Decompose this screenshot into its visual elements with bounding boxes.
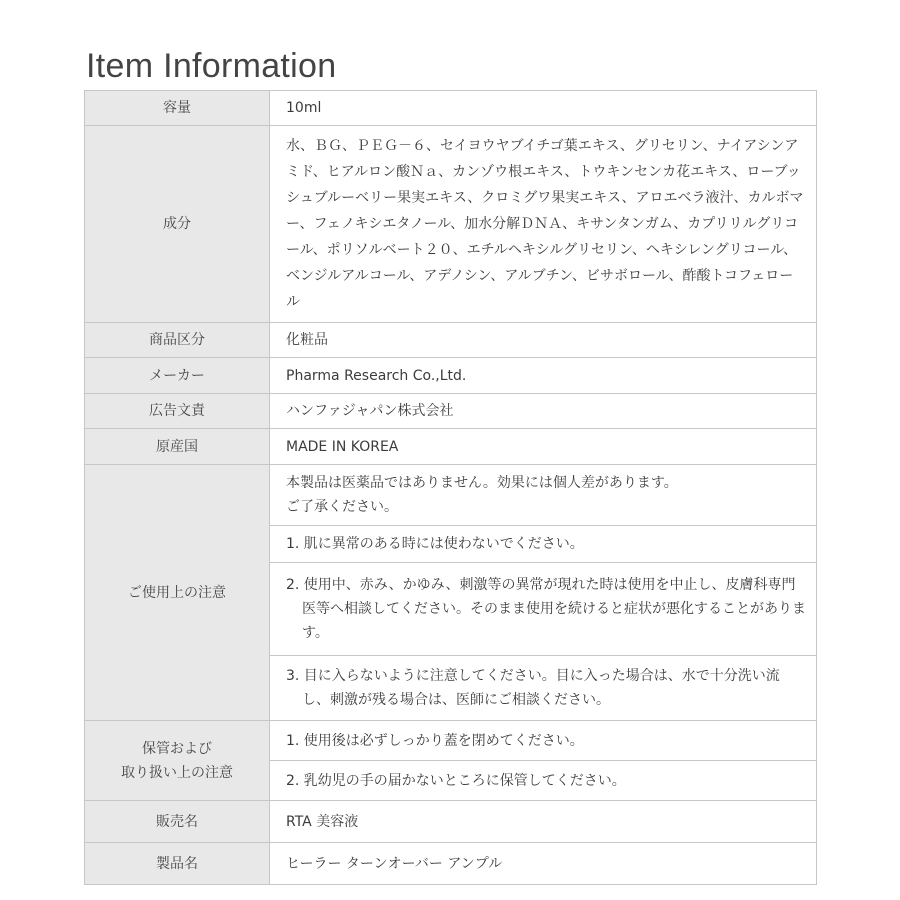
row-sales-name — [85, 801, 817, 843]
label-ingredients: 成分 — [85, 126, 270, 323]
label-maker: メーカー — [85, 358, 270, 394]
caution-item: 1. 肌に異常のある時には使わないでください。 — [270, 526, 817, 563]
label-product-name: 製品名 — [85, 843, 270, 885]
label-advertiser: 広告文責 — [85, 394, 270, 429]
value-sales-name: RTA 美容液 — [270, 801, 817, 843]
label-storage: 保管および 取り扱い上の注意 — [85, 721, 270, 801]
item-info-table — [84, 90, 817, 885]
value-maker: Pharma Research Co.,Ltd. — [270, 358, 817, 394]
storage-item: 1. 使用後は必ずしっかり蓋を閉めてください。 — [270, 721, 817, 761]
label-category: 商品区分 — [85, 323, 270, 358]
row-capacity — [85, 91, 817, 126]
label-origin: 原産国 — [85, 429, 270, 465]
row-storage-1 — [85, 721, 817, 761]
row-category — [85, 323, 817, 358]
row-maker — [85, 358, 817, 394]
value-origin: MADE IN KOREA — [270, 429, 817, 465]
label-sales-name: 販売名 — [85, 801, 270, 843]
storage-item: 2. 乳幼児の手の届かないところに保管してください。 — [270, 761, 817, 801]
value-category: 化粧品 — [270, 323, 817, 358]
row-product-name — [85, 843, 817, 885]
value-ingredients: 水、ＢＧ、ＰＥＧ－６、セイヨウヤブイチゴ葉エキス、グリセリン、ナイアシンアミド、ヒアルロン酸Ｎａ、カンゾウ根エキス、トウキンセンカ花エキス、ローブッシュブルーベリー果実エキス、クロミグワ果実エキス、アロエベラ液汁、カルボマー、フェノキシエタノール、加水分解ＤＮＡ、キサンタンガム、カプリリルグリコール、ポリソルベート２０、エチルヘキシルグリセリン、ヘキシレングリコール、ベンジルアルコール、アデノシン、アルブチン、ビサボロール、酢酸トコフェロール — [270, 126, 817, 323]
page-title: Item Information — [86, 47, 337, 85]
caution-item: 3. 目に入らないように注意してください。目に入った場合は、水で十分洗い流し、刺激が残る場合は、医師にご相談ください。 — [270, 656, 817, 721]
row-ingredients — [85, 126, 817, 323]
value-capacity: 10ml — [270, 91, 817, 126]
label-capacity: 容量 — [85, 91, 270, 126]
caution-item: 本製品は医薬品ではありません。効果には個人差があります。 ご了承ください。 — [270, 465, 817, 526]
row-origin — [85, 429, 817, 465]
value-product-name: ヒーラー ターンオーバー アンプル — [270, 843, 817, 885]
caution-item: 2. 使用中、赤み、かゆみ、刺激等の異常が現れた時は使用を中止し、皮膚科専門医等へ相談してください。そのまま使用を続けると症状が悪化することがあります。 — [270, 563, 817, 656]
value-advertiser: ハンファジャパン株式会社 — [270, 394, 817, 429]
row-advertiser — [85, 394, 817, 429]
label-caution: ご使用上の注意 — [85, 465, 270, 721]
row-caution-1 — [85, 465, 817, 526]
